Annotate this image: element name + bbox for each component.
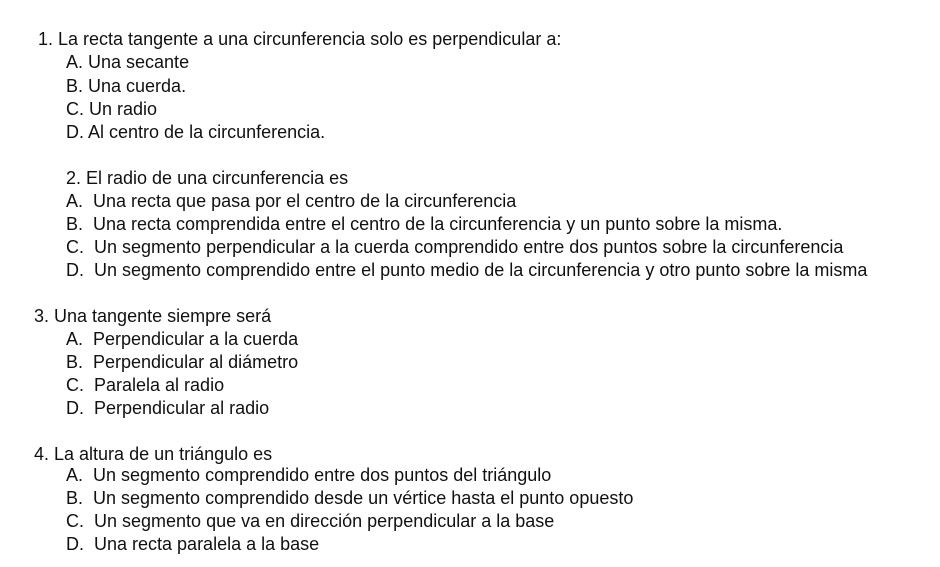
question-3-stem: 3. Una tangente siempre será	[34, 306, 272, 326]
question-2-stem: 2. El radio de una circunferencia es	[66, 168, 349, 188]
question-4-stem: 4. La altura de un triángulo es	[34, 444, 273, 464]
question-2-option-c[interactable]: C. Un segmento perpendicular a la cuerda comprendido entre dos puntos sobre la circunferencia	[66, 237, 844, 257]
question-1-option-a[interactable]: A. Una secante	[66, 52, 190, 72]
question-1-stem: 1. La recta tangente a una circunferencia solo es perpendicular a:	[38, 29, 562, 49]
question-4-option-d[interactable]: D. Una recta paralela a la base	[66, 534, 320, 554]
question-3-option-c[interactable]: C. Paralela al radio	[66, 375, 225, 395]
question-2-option-b[interactable]: B. Una recta comprendida entre el centro de la circunferencia y un punto sobre la misma.	[66, 214, 783, 234]
question-2-option-a[interactable]: A. Una recta que pasa por el centro de la circunferencia	[66, 191, 517, 211]
question-1-option-b[interactable]: B. Una cuerda.	[66, 76, 187, 96]
question-3-option-d[interactable]: D. Perpendicular al radio	[66, 398, 270, 418]
question-2-option-d[interactable]: D. Un segmento comprendido entre el punto medio de la circunferencia y otro punto sobre la misma	[66, 260, 868, 280]
question-3-option-b[interactable]: B. Perpendicular al diámetro	[66, 352, 299, 372]
question-1-option-d[interactable]: D. Al centro de la circunferencia.	[66, 122, 326, 142]
question-4-option-b[interactable]: B. Un segmento comprendido desde un vértice hasta el punto opuesto	[66, 488, 634, 508]
question-4-option-c[interactable]: C. Un segmento que va en dirección perpendicular a la base	[66, 511, 555, 531]
question-3-option-a[interactable]: A. Perpendicular a la cuerda	[66, 329, 299, 349]
question-4-option-a[interactable]: A. Un segmento comprendido entre dos puntos del triángulo	[66, 465, 552, 485]
question-1-option-c[interactable]: C. Un radio	[66, 99, 158, 119]
